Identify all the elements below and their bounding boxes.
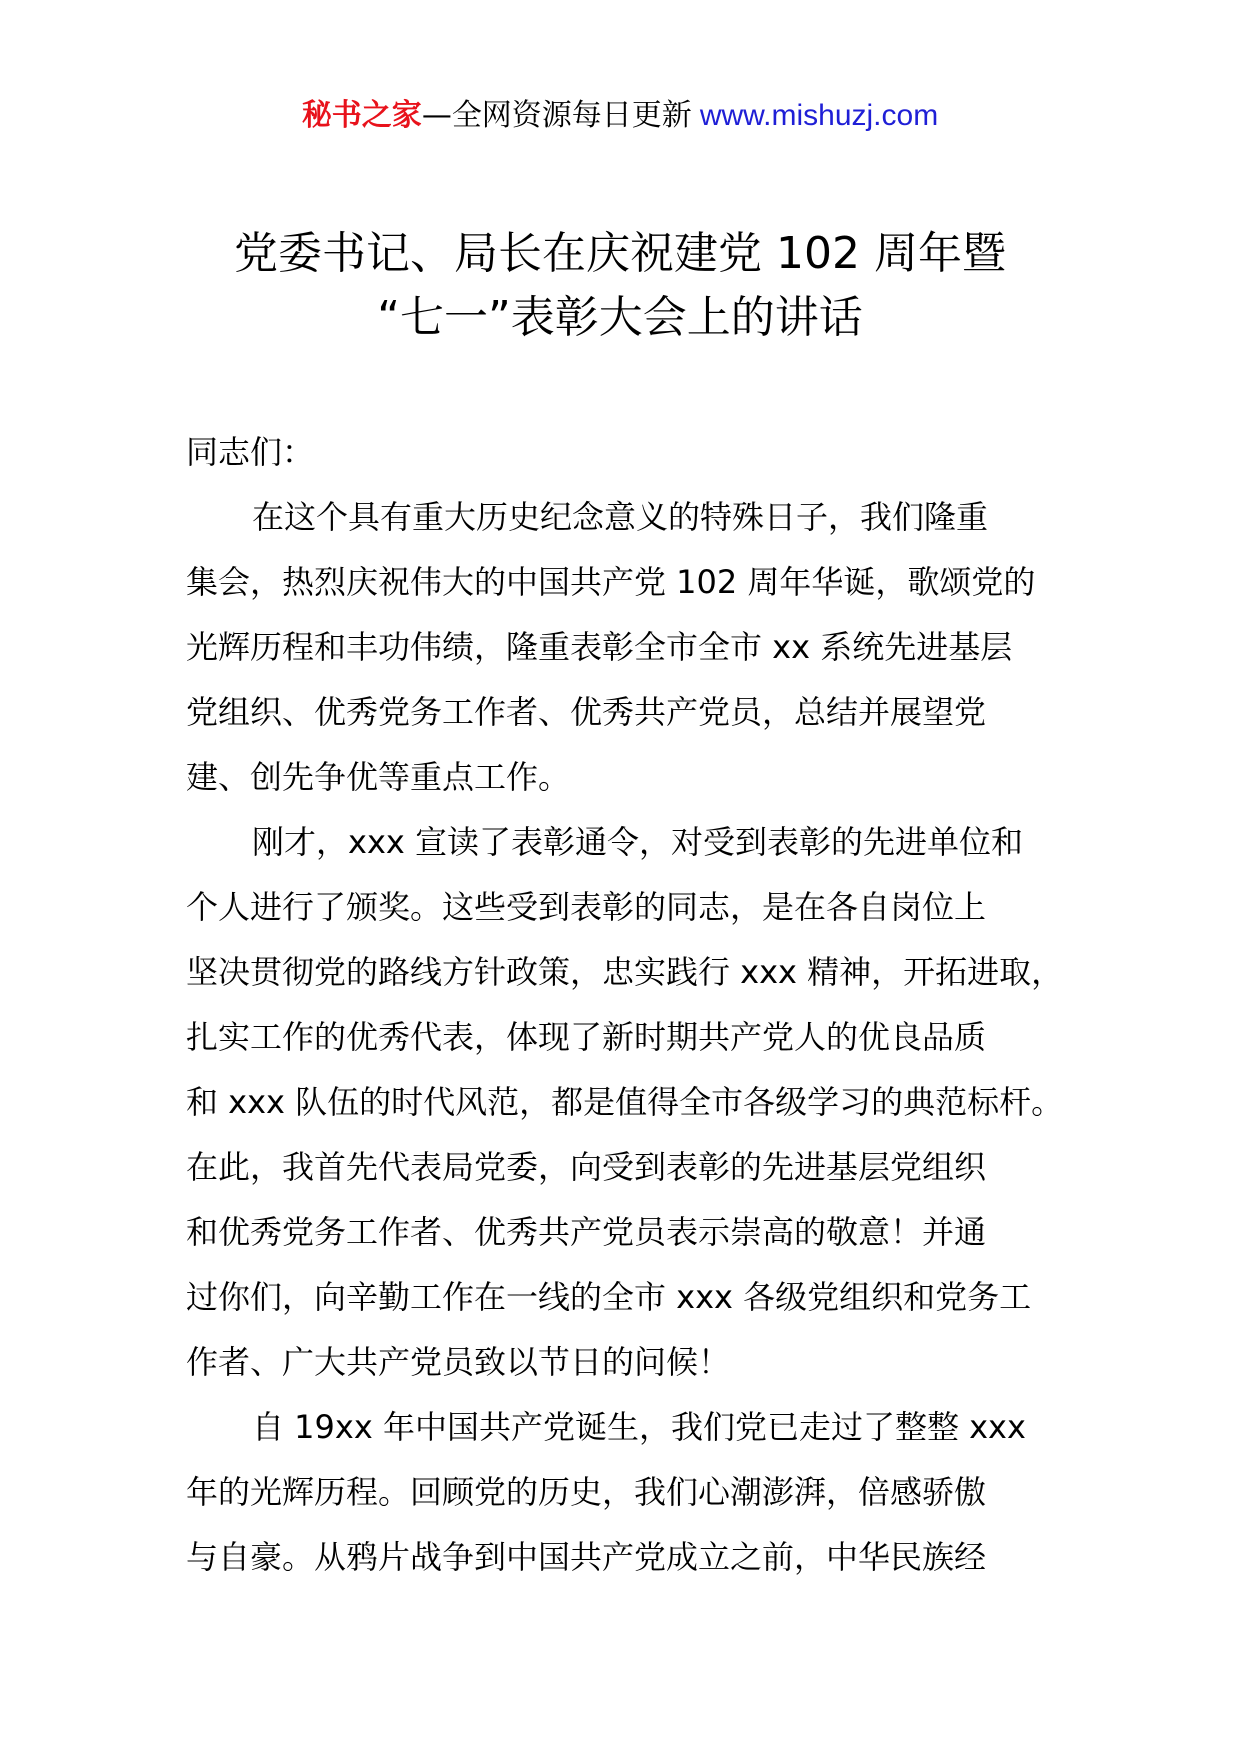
body-line: 自 19xx 年中国共产党诞生，我们党已走过了整整 xxx: [252, 1408, 1026, 1446]
body-line: 和优秀党务工作者、优秀共产党员表示崇高的敬意！并通: [186, 1213, 987, 1251]
title-line-1: 党委书记、局长在庆祝建党 102 周年暨: [234, 228, 1006, 279]
body-line: 与自豪。从鸦片战争到中国共产党成立之前，中华民族经: [186, 1538, 987, 1576]
body-line: 建、创先争优等重点工作。: [186, 758, 571, 796]
site-tagline: —全网资源每日更新: [421, 98, 692, 133]
body-line: 过你们，向辛勤工作在一线的全市 xxx 各级党组织和党务工: [186, 1278, 1032, 1316]
body-line: 坚决贯彻党的路线方针政策，忠实践行 xxx 精神，开拓进取，: [186, 953, 1064, 991]
site-brand: 秘书之家: [301, 98, 422, 133]
body-line: 在这个具有重大历史纪念意义的特殊日子，我们隆重: [252, 498, 989, 536]
salutation: 同志们：: [186, 433, 315, 471]
document-body: [186, 420, 1086, 1590]
body-line: 个人进行了颁奖。这些受到表彰的同志，是在各自岗位上: [186, 888, 987, 926]
body-line: 集会，热烈庆祝伟大的中国共产党 102 周年华诞，歌颂党的: [186, 563, 1036, 601]
body-line: 年的光辉历程。回顾党的历史，我们心潮澎湃，倍感骄傲: [186, 1473, 987, 1511]
title-line-2: “七一”表彰大会上的讲话: [377, 292, 863, 343]
body-line: 刚才，xxx 宣读了表彰通令，对受到表彰的先进单位和: [252, 823, 1023, 861]
site-url-link[interactable]: www.mishuzj.com: [699, 99, 939, 132]
body-line: 党组织、优秀党务工作者、优秀共产党员，总结并展望党: [186, 693, 987, 731]
body-line: 在此，我首先代表局党委，向受到表彰的先进基层党组织: [186, 1148, 987, 1186]
body-line: 和 xxx 队伍的时代风范，都是值得全市各级学习的典范标杆。: [186, 1083, 1064, 1121]
body-line: 扎实工作的优秀代表，体现了新时期共产党人的优良品质: [186, 1018, 987, 1056]
site-header: [0, 96, 1240, 136]
body-line: 作者、广大共产党员致以节日的问候！: [186, 1343, 731, 1381]
document-title: [0, 222, 1240, 350]
body-line: 光辉历程和丰功伟绩，隆重表彰全市全市 xx 系统先进基层: [186, 628, 1013, 666]
